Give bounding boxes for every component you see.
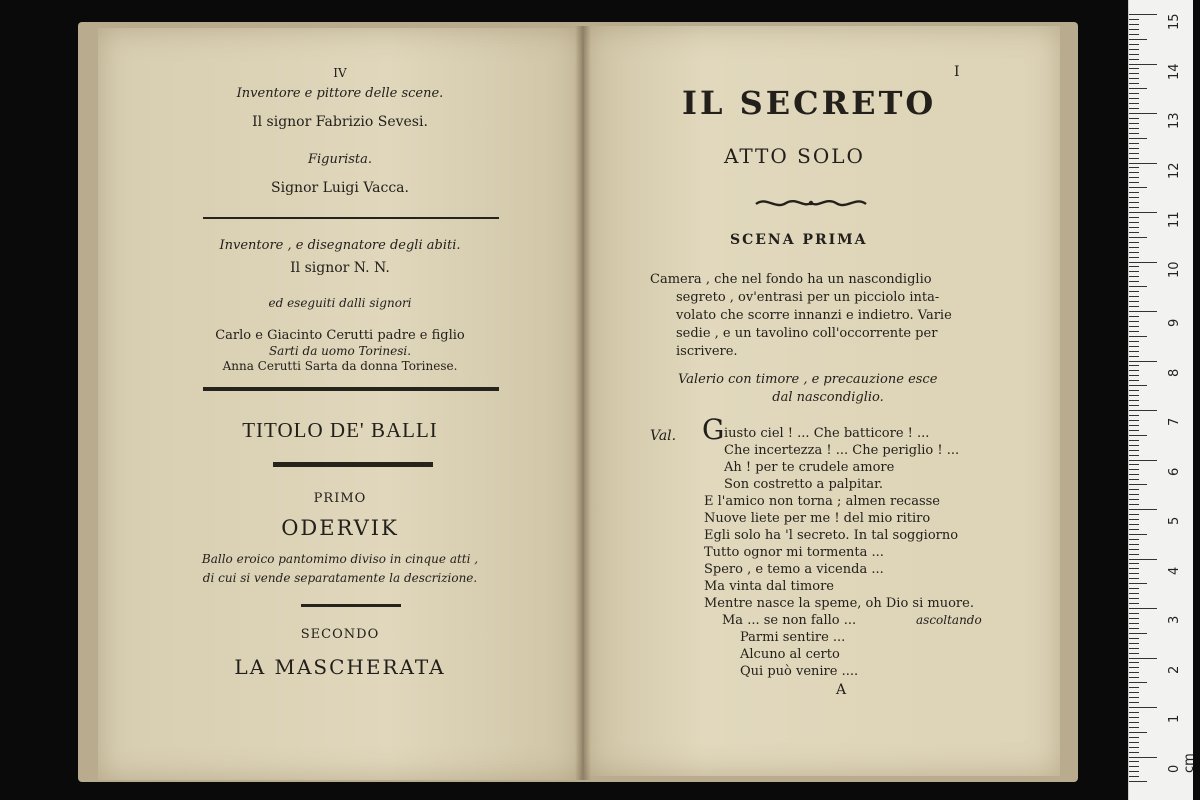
ruler-tick — [1129, 712, 1139, 713]
ruler-tick — [1129, 177, 1139, 178]
separator-rule-1 — [203, 217, 499, 219]
ruler-tick — [1129, 504, 1139, 505]
ruler-tick — [1129, 73, 1139, 74]
ruler-tick — [1129, 598, 1139, 599]
ruler-label: 6 — [1167, 467, 1182, 476]
ruler-tick — [1129, 311, 1157, 312]
ruler-tick — [1129, 138, 1147, 139]
ruler-tick — [1129, 559, 1157, 560]
ruler-label: 3 — [1167, 615, 1182, 624]
ruler-tick — [1129, 608, 1157, 609]
ruler-tick — [1129, 19, 1139, 20]
ruler-tick — [1129, 182, 1139, 183]
first-ballet-title: ODERVIK — [281, 516, 399, 540]
ruler-tick — [1129, 207, 1139, 208]
first-ballet-desc-line-1: Ballo eroico pantomimo diviso in cinque atti , — [201, 552, 479, 566]
ruler-tick — [1129, 361, 1157, 362]
ruler-tick — [1129, 549, 1139, 550]
ruler-label: 10 — [1167, 260, 1182, 278]
ruler-tick — [1129, 98, 1139, 99]
credit-name-costumes: Il signor N. N. — [290, 260, 390, 276]
ruler-tick — [1129, 301, 1139, 302]
ruler-label: 13 — [1167, 112, 1182, 129]
ruler-label: 4 — [1167, 566, 1182, 575]
ruler-tick — [1129, 737, 1139, 738]
first-ballet-desc-line-2: di cui si vende separatamente la descrizione. — [202, 571, 478, 585]
ruler-tick — [1129, 316, 1139, 317]
ruler-tick — [1129, 262, 1157, 263]
ruler-label: 15 — [1167, 13, 1182, 30]
ruler-tick — [1129, 385, 1147, 386]
ruler-tick — [1129, 380, 1139, 381]
entrance-line-1: Valerio con timore , e precauzione esce — [678, 372, 938, 387]
ruler-tick — [1129, 425, 1139, 426]
play-title: IL SECRETO — [682, 84, 937, 122]
ruler-tick — [1129, 588, 1139, 589]
ruler-tick — [1129, 68, 1139, 69]
ruler-tick — [1129, 677, 1139, 678]
ruler-tick — [1129, 242, 1139, 243]
ruler-tick — [1129, 494, 1139, 495]
ruler-tick — [1129, 563, 1139, 564]
ruler-tick — [1129, 420, 1139, 421]
separator-rule-3 — [273, 462, 433, 467]
verse-line-1: iusto ciel ! ... Che batticore ! ... — [724, 426, 930, 441]
ruler-tick — [1129, 24, 1139, 25]
second-ballet-label: SECONDO — [300, 627, 380, 642]
ruler-tick — [1129, 400, 1139, 401]
ruler-tick — [1129, 633, 1147, 634]
ruler-tick — [1129, 766, 1139, 767]
ruler-tick — [1129, 39, 1147, 40]
ruler-label: 11 — [1167, 211, 1182, 228]
ruler-label: 1 — [1167, 714, 1182, 723]
ornament-flourish-icon — [752, 194, 870, 212]
ruler-tick — [1129, 296, 1139, 297]
ruler-tick — [1129, 143, 1139, 144]
ruler-tick — [1129, 370, 1139, 371]
ruler-tick — [1129, 618, 1139, 619]
verse-line-4: Son costretto a palpitar. — [724, 477, 884, 492]
ruler-tick — [1129, 276, 1139, 277]
ruler-tick — [1129, 103, 1139, 104]
ruler-tick — [1129, 415, 1139, 416]
verse-line-8: Tutto ognor mi tormenta ... — [704, 545, 884, 560]
credit-name-scenery: Il signor Fabrizio Sevesi. — [252, 114, 428, 130]
ruler-tick — [1129, 153, 1139, 154]
ruler-tick — [1129, 692, 1139, 693]
tailors-line-3: Anna Cerutti Sarta da donna Torinese. — [222, 359, 458, 373]
stage-direction-line-3: volato che scorre innanzi e indietro. Varie — [676, 308, 952, 323]
ruler-tick — [1129, 410, 1157, 411]
ruler-tick — [1129, 667, 1139, 668]
ruler-tick — [1129, 509, 1157, 510]
ruler-tick — [1129, 351, 1139, 352]
ruler-tick — [1129, 534, 1147, 535]
ruler-tick — [1129, 514, 1139, 515]
ruler-tick — [1129, 93, 1139, 94]
ruler-tick — [1129, 192, 1139, 193]
ruler-tick — [1129, 163, 1157, 164]
ruler-label: 7 — [1167, 417, 1182, 426]
credit-role-scenery: Inventore e pittore delle scene. — [236, 86, 444, 101]
ruler-tick — [1129, 212, 1157, 213]
verse-aside: ascoltando — [916, 613, 982, 627]
ruler-tick — [1129, 702, 1139, 703]
ruler-tick — [1129, 266, 1139, 267]
right-page — [584, 26, 1060, 776]
ruler-tick — [1129, 375, 1139, 376]
ruler-tick — [1129, 247, 1139, 248]
ruler-tick — [1129, 732, 1147, 733]
ruler-tick — [1129, 484, 1147, 485]
ruler-tick — [1129, 717, 1139, 718]
credit-name-figurist: Signor Luigi Vacca. — [271, 180, 409, 196]
ruler-tick — [1129, 742, 1139, 743]
ruler-tick — [1129, 603, 1139, 604]
ruler-tick — [1129, 464, 1139, 465]
tailors-line-2: Sarti da uomo Torinesi. — [268, 344, 412, 358]
ruler-tick — [1129, 430, 1139, 431]
ruler-tick — [1129, 34, 1139, 35]
ruler-tick — [1129, 539, 1139, 540]
ruler-tick — [1129, 658, 1157, 659]
second-ballet-title: LA MASCHERATA — [234, 655, 446, 679]
ruler-tick — [1129, 291, 1139, 292]
entrance-line-2: dal nascondiglio. — [772, 390, 884, 405]
verse-line-2: Che incertezza ! ... Che periglio ! ... — [724, 443, 960, 458]
ruler-tick — [1129, 752, 1139, 753]
right-page-number: I — [954, 64, 960, 80]
ruler-tick — [1129, 29, 1139, 30]
ruler-tick — [1129, 529, 1139, 530]
ruler-tick — [1129, 222, 1139, 223]
ruler-tick — [1129, 445, 1139, 446]
ruler-tick — [1129, 326, 1139, 327]
ruler-tick — [1129, 252, 1139, 253]
verse-line-5: E l'amico non torna ; almen recasse — [704, 494, 940, 509]
ruler-tick — [1129, 14, 1157, 15]
ruler-tick — [1129, 83, 1139, 84]
ruler-tick — [1129, 331, 1139, 332]
scene-heading: SCENA PRIMA — [730, 232, 868, 248]
ruler-tick — [1129, 499, 1139, 500]
verse-line-14: Alcuno al certo — [740, 647, 840, 662]
ruler-tick — [1129, 405, 1139, 406]
ruler-tick — [1129, 59, 1139, 60]
ruler-tick — [1129, 88, 1147, 89]
ruler-tick — [1129, 761, 1139, 762]
ruler-tick — [1129, 286, 1147, 287]
ruler-tick — [1129, 613, 1139, 614]
ruler-label: 14 — [1167, 62, 1182, 80]
ruler-tick — [1129, 118, 1139, 119]
ruler-tick — [1129, 197, 1139, 198]
left-page — [98, 28, 582, 780]
ruler-tick — [1129, 578, 1139, 579]
stage-direction-line-1: Camera , che nel fondo ha un nascondiglio — [650, 272, 932, 287]
ruler-tick — [1129, 722, 1139, 723]
ruler-tick — [1129, 158, 1139, 159]
ruler-label: 8 — [1167, 368, 1182, 377]
ruler-tick — [1129, 450, 1139, 451]
ruler-tick — [1129, 623, 1139, 624]
ruler-tick — [1129, 519, 1139, 520]
ruler-tick — [1129, 653, 1139, 654]
ruler-tick — [1129, 568, 1139, 569]
ruler-tick — [1129, 356, 1139, 357]
play-subtitle: ATTO SOLO — [724, 144, 865, 168]
ruler-tick — [1129, 306, 1139, 307]
ruler-tick — [1129, 479, 1139, 480]
ruler-tick — [1129, 257, 1139, 258]
ruler-tick — [1129, 524, 1139, 525]
stage-direction-line-5: iscrivere. — [676, 344, 738, 359]
ruler-tick — [1129, 489, 1139, 490]
verse-line-6: Nuove liete per me ! del mio ritiro — [704, 511, 931, 526]
verse-line-13: Parmi sentire ... — [740, 630, 846, 645]
verse-line-10: Ma vinta dal timore — [704, 579, 834, 594]
ruler-tick — [1129, 727, 1139, 728]
ruler-tick — [1129, 232, 1139, 233]
separator-rule-2 — [203, 387, 499, 391]
ruler-tick — [1129, 187, 1147, 188]
first-ballet-label: PRIMO — [313, 491, 367, 506]
ruler-tick — [1129, 435, 1147, 436]
ruler-tick — [1129, 390, 1139, 391]
ruler-tick — [1129, 64, 1157, 65]
ruler-tick — [1129, 123, 1139, 124]
credit-role-figurist: Figurista. — [307, 152, 373, 167]
stage-direction-line-4: sedie , e un tavolino coll'occorrente per — [676, 326, 938, 341]
ruler-tick — [1129, 346, 1139, 347]
ruler-tick — [1129, 687, 1139, 688]
verse-line-12: Ma ... se non fallo ... — [722, 613, 857, 628]
ruler-tick — [1129, 573, 1139, 574]
ruler-tick — [1129, 776, 1139, 777]
ruler-tick — [1129, 54, 1139, 55]
ruler-tick — [1129, 336, 1147, 337]
ruler-tick — [1129, 757, 1157, 758]
ruler-tick — [1129, 672, 1139, 673]
ruler-tick — [1129, 167, 1139, 168]
ruler-tick — [1129, 643, 1139, 644]
ruler-tick — [1129, 747, 1139, 748]
left-page-number: IV — [333, 66, 347, 80]
ruler-label: 12 — [1167, 161, 1182, 179]
ruler-tick — [1129, 341, 1139, 342]
signature-mark: A — [836, 682, 847, 698]
ruler-tick — [1129, 271, 1139, 272]
ruler-tick — [1129, 682, 1147, 683]
ruler-tick — [1129, 781, 1147, 782]
separator-rule-4 — [301, 604, 401, 607]
ruler-tick — [1129, 544, 1139, 545]
ruler-tick — [1129, 771, 1139, 772]
ruler-tick — [1129, 133, 1139, 134]
ruler-tick — [1129, 638, 1139, 639]
book-gutter — [575, 26, 591, 780]
tailors-line-1: Carlo e Giacinto Cerutti padre e figlio — [215, 328, 465, 343]
ruler-tick — [1129, 554, 1139, 555]
ruler-tick — [1129, 49, 1139, 50]
verse-drop-cap: G — [702, 413, 725, 446]
ruler-tick — [1129, 593, 1139, 594]
ruler-label: 0 cm — [1167, 752, 1197, 773]
ruler-tick — [1129, 583, 1147, 584]
ruler-tick — [1129, 227, 1139, 228]
verse-line-7: Egli solo ha 'l secreto. In tal soggiorno — [704, 528, 959, 543]
ruler-tick — [1129, 128, 1139, 129]
ruler-tick — [1129, 662, 1139, 663]
verse-line-9: Spero , e temo a vicenda ... — [704, 562, 884, 577]
stage-direction-line-2: segreto , ov'entrasi per un picciolo inta- — [676, 290, 940, 305]
ruler-tick — [1129, 108, 1139, 109]
ruler-tick — [1129, 217, 1139, 218]
credit-role-costumes: Inventore , e disegnatore degli abiti. — [219, 238, 461, 253]
speaker-label: Val. — [650, 428, 677, 444]
ruler-tick — [1129, 697, 1139, 698]
ruler-tick — [1129, 365, 1139, 366]
ruler-tick — [1129, 395, 1139, 396]
verse-line-3: Ah ! per te crudele amore — [724, 460, 895, 475]
ruler-tick — [1129, 455, 1139, 456]
ruler-tick — [1129, 237, 1147, 238]
ruler-tick — [1129, 281, 1139, 282]
ruler-tick — [1129, 148, 1139, 149]
ruler-tick — [1129, 78, 1139, 79]
ruler-label: 2 — [1167, 665, 1182, 674]
ruler-tick — [1129, 648, 1139, 649]
ruler-tick — [1129, 113, 1157, 114]
ruler-tick — [1129, 707, 1157, 708]
verse-line-11: Mentre nasce la speme, oh Dio si muore. — [704, 596, 974, 611]
ruler-tick — [1129, 44, 1139, 45]
credit-note-executed: ed eseguiti dalli signori — [268, 296, 412, 310]
measuring-ruler — [1128, 0, 1197, 800]
ruler-tick — [1129, 172, 1139, 173]
ruler-tick — [1129, 628, 1139, 629]
ruler-tick — [1129, 202, 1139, 203]
ruler-tick — [1129, 460, 1157, 461]
verse-line-15: Qui può venire .... — [740, 664, 859, 679]
ruler-tick — [1129, 469, 1139, 470]
ruler-tick — [1129, 474, 1139, 475]
ruler-tick — [1129, 440, 1139, 441]
ballets-heading: TITOLO DE' BALLI — [242, 418, 438, 442]
ruler-label: 5 — [1167, 516, 1182, 525]
ruler-tick — [1129, 321, 1139, 322]
ruler-label: 9 — [1167, 318, 1182, 327]
